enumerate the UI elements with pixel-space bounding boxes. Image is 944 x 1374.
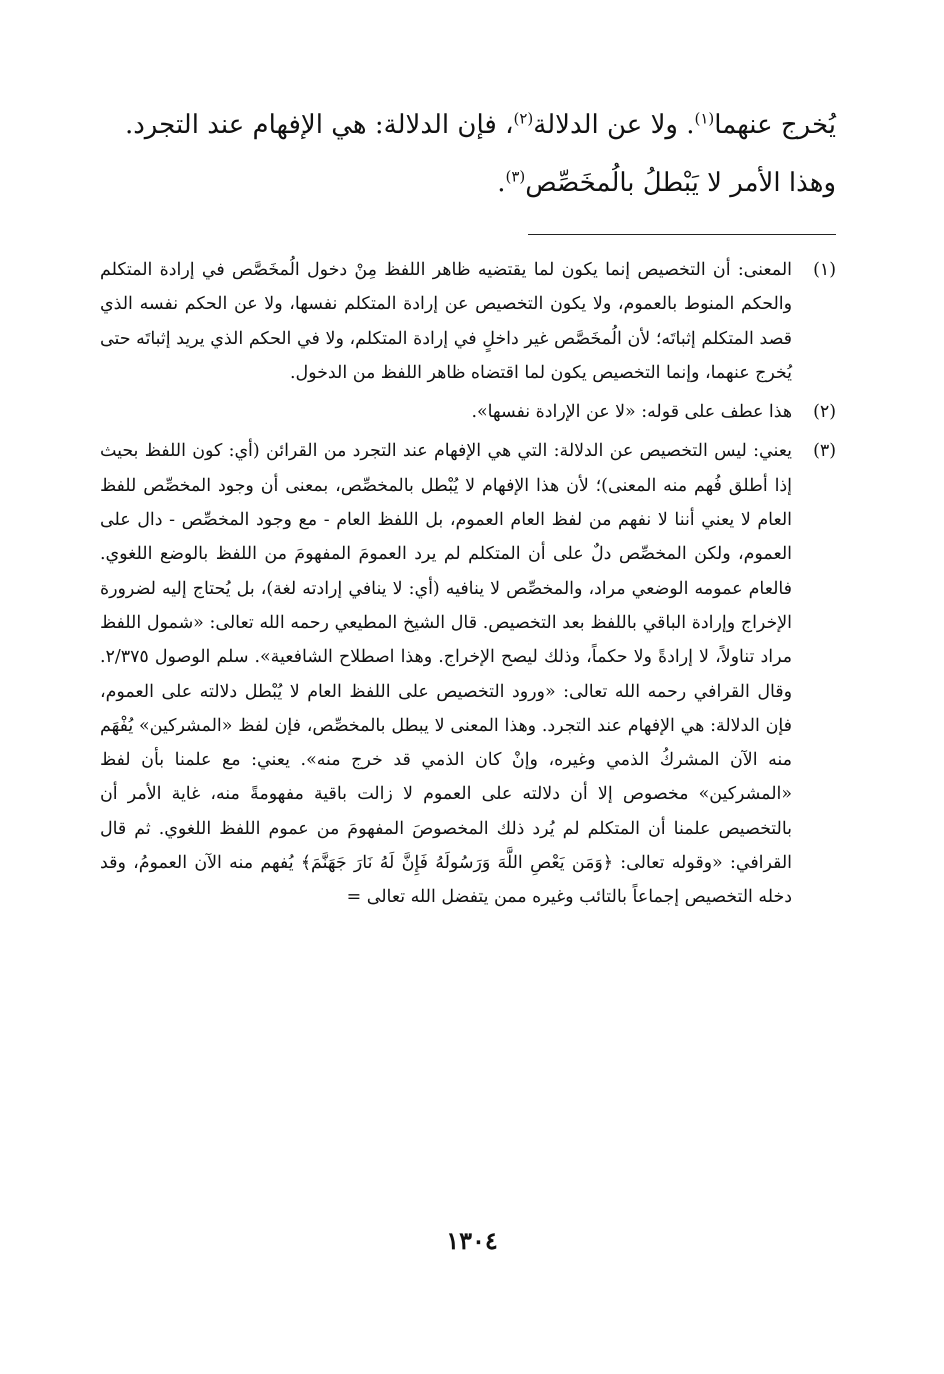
footnote-separator	[528, 234, 836, 235]
main-text-segment: ، فإن الدلالة: هي الإفهام عند التجرد.	[124, 110, 514, 140]
footnote-text: هذا عطف على قوله: «لا عن الإرادة نفسها».	[471, 402, 792, 423]
footnote-3	[100, 434, 836, 914]
main-text-segment: . ولا عن الدلالة	[533, 110, 695, 140]
footnote-text: المعنى: أن التخصيص إنما يكون لما يقتضيه ظاهر اللفظ مِنْ دخول الُمخَصَّص في إرادة المتكلم والحكم المنوط بالعموم، ولا يكون التخصيص عن إرادة المتكلم نفسها، ولا عن الحكم نفسه الذي قصد المتكلم إثباتَه؛ لأن الُمخَصَّص غير داخلٍ في إرادة المتكلم، ولا في الحكم الذي يريد إثباتَه حتى يُخرج عنهما، وإنما التخصيص يكون لما اقتضاه ظاهر اللفظ من الدخول.	[100, 260, 792, 383]
footnote-2	[100, 395, 836, 429]
main-text-segment: يُخرج عنهما	[714, 110, 836, 140]
footnotes-section	[100, 253, 836, 915]
footnote-marker-2: (٢)	[513, 109, 534, 128]
document-page	[100, 96, 836, 1374]
footnote-text: يعني: ليس التخصيص عن الدلالة: التي هي الإفهام عند التجرد من القرائن (أي: كون اللفظ بحيث إذا أطلق فُهم منه المعنى)؛ لأن هذا الإفهام لا يُبْطل بالمخصِّص، بمعنى أن وجود المخصِّص للفظ العام لا يعني أننا لا نفهم من لفظ العام العموم، بل اللفظ العام - مع وجود المخصِّص - دال على العموم، ولكن المخصِّص دلٌ على أن المتكلم لم يرد العمومَ المفهومَ من اللفظ بالوضع اللغوي. فالعام عمومه الوضعي مراد، والمخصِّص لا ينافيه (أي: لا ينافي إرادته لغة)، بل يُحتاج إليه لضرورة الإخراج وإرادة الباقي باللفظ بعد التخصيص. قال الشيخ المطيعي رحمه الله تعالى: «شمول اللفظ مراد تناولاً، لا إرادةً ولا حكماً، وذلك ليصح الإخراج. وهذا اصطلاح الشافعية». سلم الوصول ٢/٣٧٥. وقال القرافي رحمه الله تعالى: «ورود التخصيص على اللفظ العام لا يُبْطل دلالته على العموم، فإن الدلالة: هي الإفهام عند التجرد. وهذا المعنى لا يبطل بالمخصِّص، فإن لفظ «المشركين» يُفْهَم منه الآن المشركُ الذمي وغيره، وإنْ كان الذمي قد خرج منه». يعني: مع علمنا بأن لفظ «المشركين» مخصوص إلا أن دلالته على العموم لا زالت باقية مفهومةً منه، غاية الأمر أن بالتخصيص علمنا أن المتكلم لم يُرد ذلك المخصوصَ المفهومَ من عموم اللفظ اللغوي. ثم قال القرافي: «وقوله تعالى: ﴿وَمَن يَعْصِ اللَّهَ وَرَسُولَهُ فَإِنَّ لَهُ نَارَ جَهَنَّمَ﴾ يُفهم منه الآن العمومُ، وقد دخله التخصيص إجماعاً بالتائب وغيره ممن يتفضل الله تعالى =	[100, 441, 792, 908]
footnote-1	[100, 253, 836, 390]
main-text	[100, 96, 836, 212]
footnote-number: (٢)	[813, 402, 836, 423]
main-text-segment: وهذا الأمر لا يَبْطلُ بالُمخَصِّص	[525, 168, 836, 198]
page-number: ١٣٠٤	[446, 1226, 498, 1255]
main-text-line-2	[100, 154, 836, 212]
footnote-number: (١)	[813, 260, 836, 280]
main-text-line-1	[100, 96, 836, 154]
footnote-marker-1: (١)	[694, 109, 715, 128]
footnote-number: (٣)	[813, 441, 836, 462]
footnote-marker-3: (٣)	[505, 167, 526, 186]
main-text-segment: .	[497, 168, 506, 198]
